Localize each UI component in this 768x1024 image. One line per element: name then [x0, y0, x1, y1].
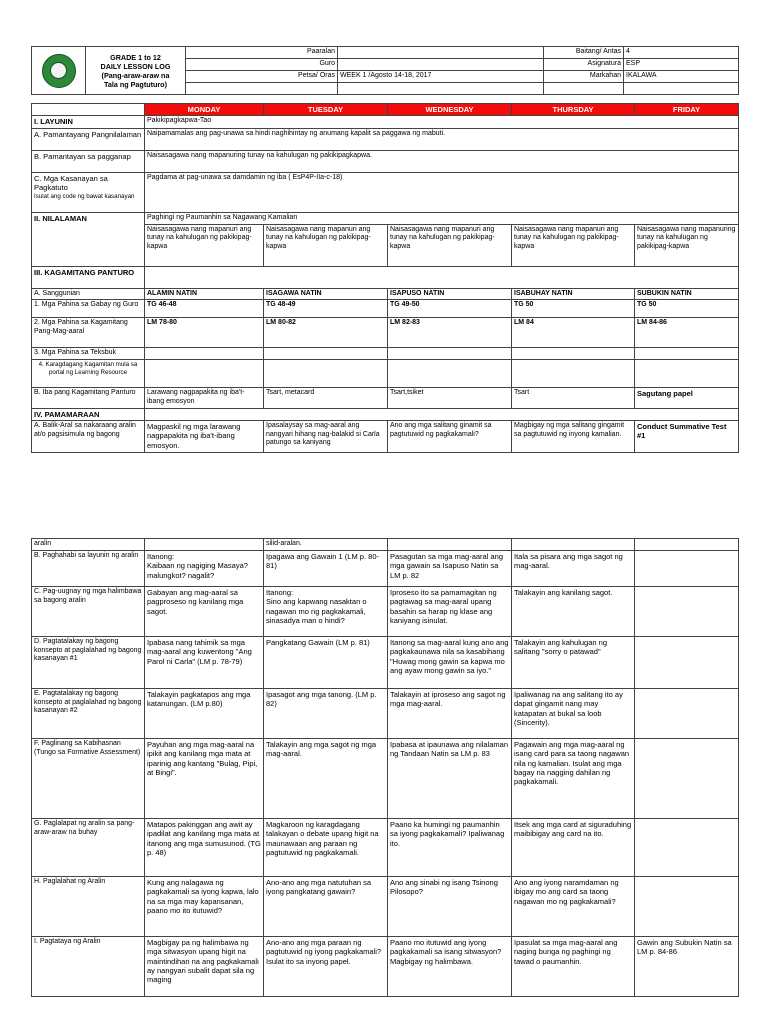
row-label: H. Paglalahat ng Aralin: [32, 876, 145, 936]
cell: TG 50: [635, 300, 739, 318]
field-label: Markahan: [544, 71, 624, 83]
row-label: B. Pamantayan sa pagganap: [32, 150, 145, 172]
cell: Talakayin ang kahulugan ng salitang "sorry o patawad": [512, 636, 635, 688]
cell: Gabayan ang mag-aaral sa pagproseso ng kanilang mga sagot.: [145, 586, 264, 636]
cell: [512, 539, 635, 551]
cell: LM 82-83: [388, 318, 512, 348]
cell: LM 80-82: [264, 318, 388, 348]
field-label: Paaralan: [186, 47, 338, 59]
row-label: 2. Mga Pahina sa Kagamitang Pang-Mag-aaral: [32, 318, 145, 348]
cell: silid-aralan.: [264, 539, 388, 551]
field-label: Petsa/ Oras: [186, 71, 338, 83]
table-row: [32, 550, 739, 586]
cell: ISAPUSO NATIN: [388, 288, 512, 300]
row-label: IV. PAMAMARAAN: [32, 408, 145, 420]
cell: [635, 550, 739, 586]
row-label: C. Pag-uugnay ng mga halimbawa sa bagong aralin: [32, 586, 145, 636]
cell: Ipabasa at ipaunawa ang nilalaman ng Tandaan Natin sa LM p. 83: [388, 738, 512, 818]
cell: [145, 539, 264, 551]
cell: Talakayin ang kanilang sagot.: [512, 586, 635, 636]
lesson-table-page1: [31, 103, 739, 453]
field-label: Guro: [186, 59, 338, 71]
cell: [388, 539, 512, 551]
row-label: [32, 172, 145, 212]
cell: [635, 636, 739, 688]
field-label: Baitang/ Antas: [544, 47, 624, 59]
cell: TG 48-49: [264, 300, 388, 318]
row-label: aralin: [32, 539, 145, 551]
row-label: F. Paglinang sa Kabihasnan (Tungo sa Formative Assessment): [32, 738, 145, 818]
row-label: A. Balik-Aral sa nakaraang aralin at/o pagsisimula ng bagong: [32, 420, 145, 452]
row-label: I. Pagtataya ng Aralin: [32, 936, 145, 996]
cell: Ano-ano ang mga paraan ng pagtutuwid ng iyong pagkakamali? Isulat ito sa inyong papel.: [264, 936, 388, 996]
cell: Itanong sa mag-aaral kung ano ang pagkakaunawa nila sa kasabihang "Huwag mong gawin sa kapwa mo ang ayaw mong gawin sa iyo.": [388, 636, 512, 688]
row-label: B. Iba pang Kagamitang Panturo: [32, 388, 145, 409]
field-value: [338, 47, 544, 59]
cell: Payuhan ang mga mag-aaral na ipikit ang kanilang mga mata at iparinig ang kantang "Bulag, Pipi, at Bingi".: [145, 738, 264, 818]
cell: SUBUKIN NATIN: [635, 288, 739, 300]
cell: [635, 586, 739, 636]
day-friday: FRIDAY: [635, 104, 739, 116]
table-row: [32, 688, 739, 738]
table-row: [32, 876, 739, 936]
row-label: B. Paghahabi sa layunin ng aralin: [32, 550, 145, 586]
field-value: IKALAWA: [624, 71, 739, 83]
cell: Ipasulat sa mga mag-aaral ang naging bunga ng paghingi ng tawad o paumanhin.: [512, 936, 635, 996]
cell: LM 84: [512, 318, 635, 348]
cell: Larawang nagpapakita ng iba't-ibang emosyon: [145, 388, 264, 409]
row-label-text: C. Mga Kasanayan sa Pagkatuto: [34, 173, 108, 193]
cell: Ipasagot ang mga tanong. (LM p. 82): [264, 688, 388, 738]
cell: Iproseso ito sa pamamagitan ng pagtawag sa mag-aaral upang basahin sa harap ng klase ang kaniyang isinulat.: [388, 586, 512, 636]
row-label: 3. Mga Pahina sa Teksbuk: [32, 348, 145, 360]
cell: [635, 818, 739, 876]
cell: Kung ang nalagawa ng pagkakamali sa iyong kapwa, lalo na sa mga may kapansanan, paano mo ito itutuwid?: [145, 876, 264, 936]
deped-seal-icon: [42, 54, 76, 88]
cell: LM 78-80: [145, 318, 264, 348]
cell: Ano ang mga salitang ginamit sa pagtutuwid ng pagkakamali?: [388, 420, 512, 452]
deped-seal: [32, 47, 86, 95]
cell: Magbigay ng mga salitang gingamit sa pagtutuwid ng inyong kamalian.: [512, 420, 635, 452]
cell: Itanong: Sino ang kapwang nasaktan o nagawan mo ng pagkakamali, sinasadya man o hindi?: [264, 586, 388, 636]
cell: Naisasagawa nang mapanuri ang tunay na kahulugan ng pakikipag-kapwa: [388, 224, 512, 266]
row-sublabel: Isulat ang code ng bawat kasanayan: [34, 192, 135, 200]
cell: Itanong: Kaibaan ng nagiging Masaya? malungkot? nagalit?: [145, 550, 264, 586]
cell: TG 50: [512, 300, 635, 318]
header-table: [31, 46, 739, 95]
cell: TG 46-48: [145, 300, 264, 318]
cell: [635, 539, 739, 551]
lesson-table-page2: [31, 538, 739, 997]
row-value: Paghingi ng Paumanhin sa Nagawang Kamalian: [145, 212, 739, 224]
row-label: III. KAGAMITANG PANTURO: [32, 266, 145, 288]
row-label: I. LAYUNIN: [32, 116, 145, 128]
day-monday: MONDAY: [145, 104, 264, 116]
cell: Ipaliwanag na ang salitang ito ay dapat gingamit nang may katapatan at bukal sa loob (Sincerity).: [512, 688, 635, 738]
table-row: [32, 818, 739, 876]
cell: TG 49-50: [388, 300, 512, 318]
row-label: 1. Mga Pahina sa Gabay ng Guro: [32, 300, 145, 318]
cell: ALAMIN NATIN: [145, 288, 264, 300]
cell: Gawin ang Subukin Natin sa LM p. 84-86: [635, 936, 739, 996]
cell: Paano mo itutuwid ang iyong pagkakamali sa isang sitwasyon? Magbigay ng halimbawa.: [388, 936, 512, 996]
row-value: Pakikipagkapwa-Tao: [145, 116, 739, 128]
cell: Matapos pakinggan ang awit ay ipadilat ang kanilang mga mata at itanong ang mga sumusunod. (TG p. 48): [145, 818, 264, 876]
cell: Pasagutan sa mga mag-aaral ang mga gawain sa Isapuso Natin sa LM p. 82: [388, 550, 512, 586]
field-value: WEEK 1 /Agosto 14-18, 2017: [338, 71, 544, 83]
row-value: Naipamamalas ang pag-unawa sa hindi naghihintay ng anumang kapalit sa paggawa ng mabuti.: [145, 128, 739, 150]
row-value: Naisasagawa nang mapanuring tunay na kahulugan ng pakikipagkapwa.: [145, 150, 739, 172]
cell: [635, 738, 739, 818]
cell: Tsart,tsiket: [388, 388, 512, 409]
table-row: [32, 586, 739, 636]
cell: Talakayin at iproseso ang sagot ng mga mag-aaral.: [388, 688, 512, 738]
title-line: DAILY LESSON LOG: [100, 61, 171, 71]
row-value: Pagdama at pag-unawa sa damdamin ng iba ( EsP4P-IIa-c-18): [145, 172, 739, 212]
cell: Ano-ano ang mga natutuhan sa iyong pangkatang gawain?: [264, 876, 388, 936]
cell: Naisasagawa nang mapanuri ang tunay na kahulugan ng pakikipag-kapwa: [264, 224, 388, 266]
cell: Ipagawa ang Gawain 1 (LM p. 80-81): [264, 550, 388, 586]
day-tuesday: TUESDAY: [264, 104, 388, 116]
cell: Tsart, metacard: [264, 388, 388, 409]
row-label: II. NILALAMAN: [32, 212, 145, 266]
cell: Magkaroon ng karagdagang talakayan o debate upang higit na maunawaan ang paraan ng pagtutuwid ng pagkakamali.: [264, 818, 388, 876]
cell: Naisasagawa nang mapanuri ang tunay na kahulugan ng pakikipag-kapwa: [145, 224, 264, 266]
cell: Naisasagawa nang mapanuring tunay na kahulugan ng pakikipag-kapwa: [635, 224, 739, 266]
dll-title: [86, 47, 186, 95]
row-label: A. Pamantayang Pangnilalaman: [32, 128, 145, 150]
field-value: 4: [624, 47, 739, 59]
cell: [635, 876, 739, 936]
cell: Magpaskil ng mga larawang nagpapakita ng iba't-ibang emosyon.: [145, 420, 264, 452]
row-label: D. Pagtatalakay ng bagong konsepto at paglalahad ng bagong kasanayan #1: [32, 636, 145, 688]
cell: Itala sa pisara ang mga sagot ng mag-aaral.: [512, 550, 635, 586]
day-thursday: THURSDAY: [512, 104, 635, 116]
cell: Magbigay pa ng halimbawa ng mga sitwasyon upang higit na maintindihan na ang pagkakamali ay nangyari subalit dapat sila ng maging: [145, 936, 264, 996]
cell: [635, 688, 739, 738]
title-line: (Pang-araw-araw na: [101, 70, 170, 80]
row-label: G. Paglalapat ng aralin sa pang-araw-araw na buhay: [32, 818, 145, 876]
cell: Sagutang papel: [635, 388, 739, 409]
cell: Itsek ang mga card at siguraduhing maibibigay ang card na ito.: [512, 818, 635, 876]
field-value: [338, 59, 544, 71]
cell: Talakayin ang mga sagot ng mga mag-aaral.: [264, 738, 388, 818]
cell: Talakayin pagkatapos ang mga katanungan. (LM p.80): [145, 688, 264, 738]
row-label: E. Pagtatalakay ng bagong konsepto at paglalahad ng bagong kasanayan #2: [32, 688, 145, 738]
cell: Ipabasa nang tahimik sa mga mag-aaral ang kuwentong "Ang Parol ni Carla" (LM p. 78-79): [145, 636, 264, 688]
cell: Ipasalaysay sa mag-aaral ang nangyari hihang nag-balakid si Carla patungo sa kaniyang: [264, 420, 388, 452]
cell: Ano ang sinabi ng isang Tsinong Pilosopo?: [388, 876, 512, 936]
table-row: [32, 636, 739, 688]
cell: ISAGAWA NATIN: [264, 288, 388, 300]
table-row: [32, 936, 739, 996]
cell: LM 84-86: [635, 318, 739, 348]
field-value: ESP: [624, 59, 739, 71]
cell: Conduct Summative Test #1: [635, 420, 739, 452]
row-label: 4. Karagdagang Kagamitan mula sa portal ng Learning Resource: [32, 360, 145, 388]
cell: Pagawain ang mga mag-aaral ng isang card para sa taong nagawan nila ng kamalian. Isulat ang mga bagay na nagging dahilan ng pagkakamali.: [512, 738, 635, 818]
field-label: Asignatura: [544, 59, 624, 71]
table-row: [32, 539, 739, 551]
table-row: [32, 738, 739, 818]
cell: Ano ang iyong naramdaman ng ibigay mo ang card sa taong nagawan mo ng pagkakamali?: [512, 876, 635, 936]
cell: Paano ka humingi ng paumanhin sa iyong pagkakamali? Ipaliwanag ito.: [388, 818, 512, 876]
title-line: Tala ng Pagtuturo): [104, 79, 167, 89]
cell: Naisasagawa nang mapanuri ang tunay na kahulugan ng pakikipag-kapwa: [512, 224, 635, 266]
day-wednesday: WEDNESDAY: [388, 104, 512, 116]
cell: ISABUHAY NATIN: [512, 288, 635, 300]
title-line: GRADE 1 to 12: [110, 52, 161, 62]
row-label: A. Sanggunian: [32, 288, 145, 300]
cell: Tsart: [512, 388, 635, 409]
cell: Pangkatang Gawain (LM p. 81): [264, 636, 388, 688]
